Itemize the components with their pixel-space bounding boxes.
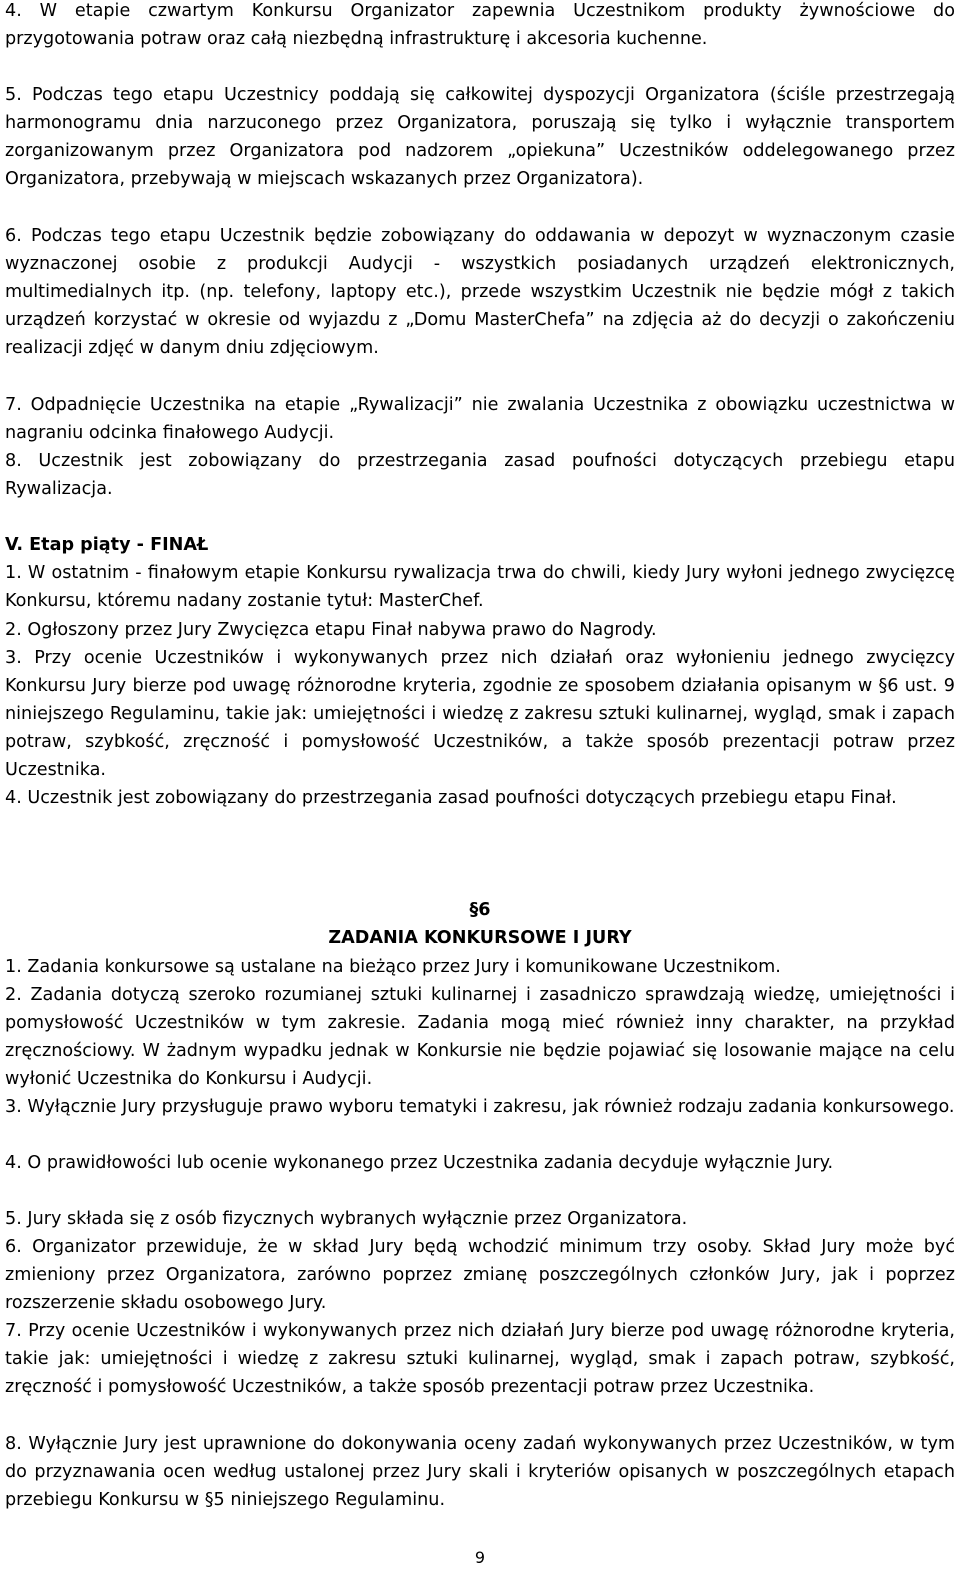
paragraph-6-4: 4. O prawidłowości lub ocenie wykonanego przez Uczestnika zadania decyduje wyłącznie Jury.	[5, 1153, 834, 1173]
paragraph-6-5: 5. Jury składa się z osób fizycznych wybranych wyłącznie przez Organizatora.	[5, 1209, 688, 1229]
paragraph-5-2: 2. Ogłoszony przez Jury Zwycięzca etapu Finał nabywa prawo do Nagrody.	[5, 620, 657, 640]
paragraph-6-2: 2. Zadania dotyczą szeroko rozumianej sztuki kulinarnej i zasadniczo sprawdzają wiedzę, umiejętności i pomysłowość Uczestników w tym zakresie. Zadania mogą mieć również inny charakter, na przykład zręcznościowy. W żadnym wypadku jednak w Konkursie nie będzie pojawiać się losowanie mające na celu wyłonić Uczestnika do Konkursu i Audycji.	[5, 985, 955, 1090]
paragraph-5-4: 4. Uczestnik jest zobowiązany do przestrzegania zasad poufności dotyczących przebiegu etapu Finał.	[5, 788, 897, 808]
paragraph-6-7: 7. Przy ocenie Uczestników i wykonywanych przez nich działań Jury bierze pod uwagę różnorodne kryteria, takie jak: umiejętności i wiedzę z zakresu sztuki kulinarnej, wygląd, smak i zapach potraw, szybkość, zręczność i pomysłowość Uczestników, a także sposób prezentacji potraw przez Uczestnika.	[5, 1321, 955, 1398]
paragraph-4-8: 8. Uczestnik jest zobowiązany do przestrzegania zasad poufności dotyczących przebiegu etapu Rywalizacja.	[5, 451, 955, 500]
paragraph-4-4: 4. W etapie czwartym Konkursu Organizator zapewnia Uczestnikom produkty żywnościowe do przygotowania potraw oraz całą niezbędną infrastrukturę i akcesoria kuchenne.	[5, 1, 955, 50]
page-number: 9	[474, 1548, 486, 1567]
paragraph-5-1: 1. W ostatnim - finałowym etapie Konkursu rywalizacja trwa do chwili, kiedy Jury wyłoni jednego zwycięzcę Konkursu, któremu nadany zostanie tytuł: MasterChef.	[5, 563, 955, 612]
section6-title: ZADANIA KONKURSOWE I JURY	[328, 928, 632, 948]
paragraph-6-8: 8. Wyłącznie Jury jest uprawnione do dokonywania oceny zadań wykonywanych przez Uczestników, w tym do przyznawania ocen według ustalonej przez Jury skali i kryteriów opisanych w poszczególnych etapach przebiegu Konkursu w §5 niniejszego Regulaminu.	[5, 1434, 955, 1511]
paragraph-4-5: 5. Podczas tego etapu Uczestnicy poddają się całkowitej dyspozycji Organizatora (ściśle przestrzegają harmonogramu dnia narzuconego przez Organizatora, poruszają się tylko i wyłącznie transportem zorganizowanym przez Organizatora pod nadzorem „opiekuna” Uczestników oddelegowanego przez Organizatora, przebywają w miejscach wskazanych przez Organizatora).	[5, 85, 955, 190]
paragraph-5-3: 3. Przy ocenie Uczestników i wykonywanych przez nich działań oraz wyłonieniu jednego zwycięzcy Konkursu Jury bierze pod uwagę różnorodne kryteria, zgodnie ze sposobem działania opisanym w §6 ust. 9 niniejszego Regulaminu, takie jak: umiejętności i wiedzę z zakresu sztuki kulinarnej, wygląd, smak i zapach potraw, szybkość, zręczność i pomysłowość Uczestników, a także sposób prezentacji potraw przez Uczestnika.	[5, 648, 955, 781]
paragraph-6-1: 1. Zadania konkursowe są ustalane na bieżąco przez Jury i komunikowane Uczestnikom.	[5, 957, 781, 977]
section6-number: §6	[469, 900, 491, 920]
paragraph-6-6: 6. Organizator przewiduje, że w skład Jury będą wchodzić minimum trzy osoby. Skład Jury może być zmieniony przez Organizatora, zarówno poprzez zmianę poszczególnych członków Jury, jak i poprzez rozszerzenie składu osobowego Jury.	[5, 1237, 955, 1314]
stage5-heading: V. Etap piąty - FINAŁ	[5, 535, 209, 555]
paragraph-4-7: 7. Odpadnięcie Uczestnika na etapie „Rywalizacji” nie zwalania Uczestnika z obowiązku uczestnictwa w nagraniu odcinka finałowego Audycji.	[5, 395, 955, 444]
paragraph-6-3: 3. Wyłącznie Jury przysługuje prawo wyboru tematyki i zakresu, jak również rodzaju zadania konkursowego.	[5, 1097, 955, 1117]
paragraph-4-6: 6. Podczas tego etapu Uczestnik będzie zobowiązany do oddawania w depozyt w wyznaczonym czasie wyznaczonej osobie z produkcji Audycji - wszystkich posiadanych urządzeń elektronicznych, multimedialnych itp. (np. telefony, laptopy etc.), przede wszystkim Uczestnik nie będzie mógł z takich urządzeń korzystać w okresie od wyjazdu z „Domu MasterChefa” na zdjęcia aż do decyzji o zakończeniu realizacji zdjęć w danym dniu zdjęciowym.	[5, 226, 955, 359]
